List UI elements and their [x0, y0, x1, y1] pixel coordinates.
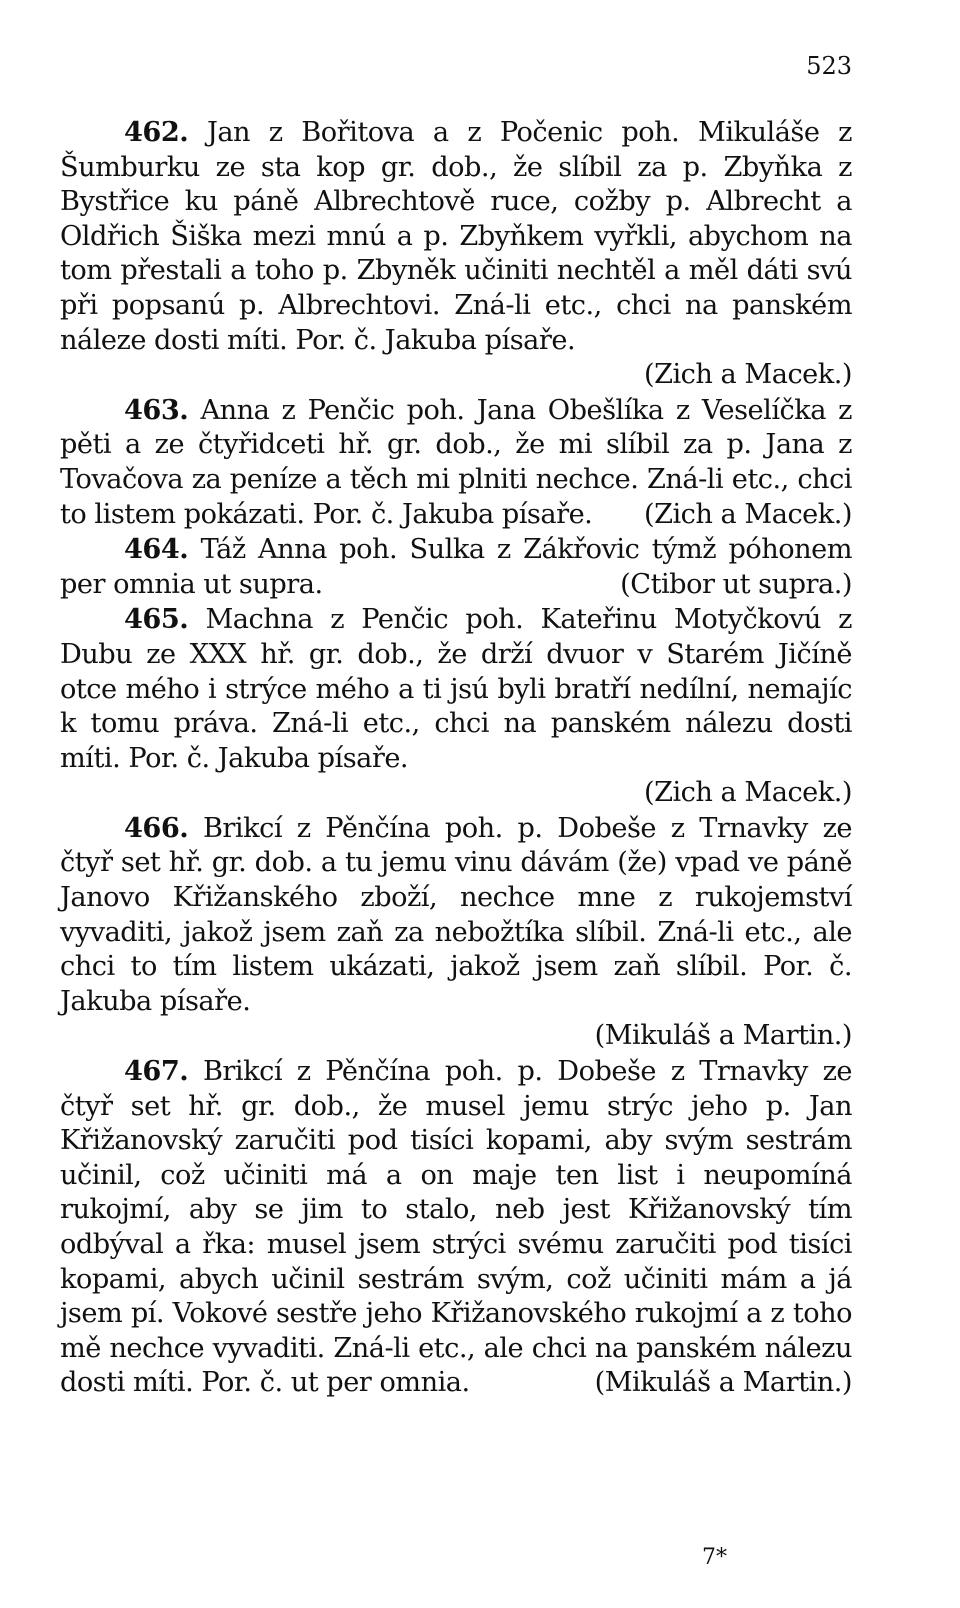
entry-signature: (Zich a Macek.): [643, 777, 852, 809]
entry-462: [60, 115, 852, 393]
entry-466: [60, 811, 852, 1054]
entry-467: [60, 1054, 852, 1401]
entry-465: [60, 602, 852, 811]
entry-text: Brikcí z Pěnčína poh. p. Dobeše z Trnavky ze čtyř set hř. gr. dob. a tu jemu vinu dávám (že) vpad ve páně Janovo Křižanského zboží, nechce mne z rukojemství vyvaditi, jakož jsem zaň za nebožtíka slíbil. Zná-li etc., ale chci to tím listem ukázati, jakož jsem zaň slíbil. Por. č. Jakuba písaře.: [60, 812, 852, 1017]
entry-number: 467.: [124, 1055, 189, 1088]
page-number: 523: [806, 52, 852, 80]
entry-signature: (Mikuláš a Martin.): [594, 1020, 852, 1052]
footer-mark: 7*: [702, 1545, 727, 1570]
entry-text: Anna z Penčic poh. Jana Obešlíka z Veselíčka z pěti a ze čtyřidceti hř. gr. dob., že mi slíbil za p. Jana z Tovačova za peníze a těch mi plniti nechce. Zná-li etc., chci to listem pokázati. Por. č. Jakuba písaře.: [60, 394, 852, 530]
entry-signature: (Mikuláš a Martin.): [594, 1367, 852, 1399]
entry-463: [60, 393, 852, 532]
entry-text: Táž Anna poh. Sulka z Zákřovic týmž póhonem per omnia ut supra.: [60, 534, 852, 600]
entry-text: Machna z Penčic poh. Kateřinu Motyčkovú z Dubu ze XXX hř. gr. dob., že drží dvuor v Starém Jičíně otce mého i strýce mého a ti jsú byli bratří nedílní, nemajíc k tomu práva. Zná-li etc., chci na panském nálezu dosti míti. Por. č. Jakuba písaře.: [60, 604, 852, 774]
entry-signature: (Zich a Macek.): [643, 498, 852, 530]
entry-text: Brikcí z Pěnčína poh. p. Dobeše z Trnavky ze čtyř set hř. gr. dob., že musel jemu strýc jeho p. Jan Křižanovský zaručiti pod tisíci kopami, aby svým sestrám učinil, což učiniti má a on maje ten list i neupomíná rukojmí, aby se jim to stalo, neb jest Křižanovský tím odbýval a řka: musel jsem strýci svému zaručiti pod tisíci kopami, abych učinil sestrám svým, což učiniti mám a já jsem pí. Vokové sestře jeho Křižanovského rukojmí a z toho mě nechce vyvaditi. Zná-li etc., ale chci na panském nálezu dosti míti. Por. č. ut per omnia.: [60, 1056, 852, 1399]
entry-signature: (Zich a Macek.): [643, 359, 852, 391]
entry-text: Jan z Bořitova a z Počenic poh. Mikuláše z Šumburku ze sta kop gr. dob., že slíbil za p. Zbyňka z Bystřice ku páně Albrechtově ruce, cožby p. Albrecht a Oldřich Šiška mezi mnú a p. Zbyňkem vyřkli, abychom na tom přestali a toho p. Zbyněk učiniti nechtěl a měl dáti svú při popsanú p. Albrechtovi. Zná-li etc., chci na panském náleze dosti míti. Por. č. Jakuba písaře.: [60, 117, 852, 356]
entry-number: 466.: [124, 811, 189, 844]
entry-number: 464.: [124, 533, 189, 566]
entry-number: 463.: [124, 393, 189, 426]
entry-signature: (Ctibor ut supra.): [620, 568, 852, 600]
entry-number: 462.: [124, 116, 189, 148]
entry-464: [60, 532, 852, 602]
document-body: [60, 115, 852, 1401]
entry-number: 465.: [124, 603, 189, 636]
